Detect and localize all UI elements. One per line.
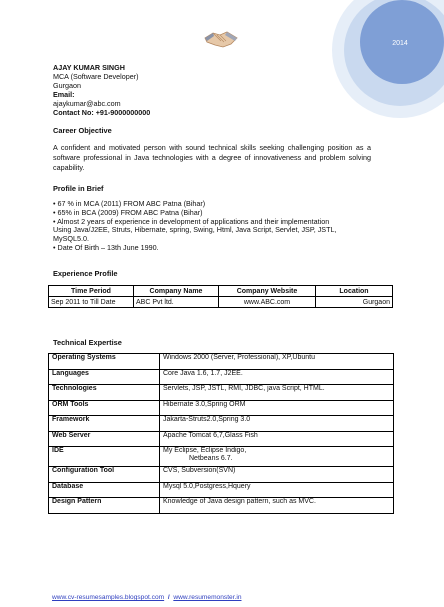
skill-value: Core Java 1.6, 1.7, J2EE. [160,369,394,385]
year-badge: 2014 [392,40,408,47]
table-row [49,431,394,447]
skill-category: Configuration Tool [49,467,160,483]
candidate-city: Gurgaon [53,81,81,90]
technical-table [48,353,394,514]
skill-value: Jakarta-Struts2.0,Spring 3.0 [160,416,394,432]
skill-category: Web Server [49,431,160,447]
skill-value-line: Netbeans 6.7. [189,455,233,462]
skill-category: Database [49,482,160,498]
column-header: Time Period [49,286,134,297]
skill-category: Design Pattern [49,498,160,514]
table-cell: Gurgaon [316,297,393,308]
experience-heading: Experience Profile [53,269,118,278]
career-heading: Career Objective [53,126,112,135]
corner-decoration [330,0,444,120]
skill-value: Windows 2000 (Server, Professional), XP,Ubuntu [160,354,394,370]
table-row [49,354,394,370]
column-header: Location [316,286,393,297]
profile-list [53,200,393,253]
footer-links [52,594,242,601]
table-row [49,447,394,467]
table-cell: Sep 2011 to Till Date [49,297,134,308]
email-link[interactable]: ajaykumar@abc.com [53,99,121,108]
skill-category: ORM Tools [49,400,160,416]
table-row [49,467,394,483]
footer-link-resumemonster[interactable]: www.resumemonster.in [173,594,242,601]
handshake-icon [203,26,239,50]
footer-link-cv-resumesamples[interactable]: www.cv-resumesamples.blogspot.com [52,594,165,601]
candidate-name: AJAY KUMAR SINGH [53,63,125,72]
table-cell: www.ABC.com [219,297,316,308]
skill-category: IDE [49,447,160,467]
table-row [49,369,394,385]
skill-value: CVS, Subversion(SVN) [160,467,394,483]
skill-value: Mysql 5.0,Postgress,Hquery [160,482,394,498]
skill-category: Operating Systems [49,354,160,370]
list-item: • Almost 2 years of experience in development of applications and their implementation [53,216,330,226]
skill-value-line: My Eclipse, Eclipse Indigo, [163,447,247,454]
list-item: MySQL5.0. [53,234,89,244]
skill-value: Servlets, JSP, JSTL, RMI, JDBC, java Script, HTML. [160,385,394,401]
table-row [49,498,394,514]
table-row [49,297,393,308]
table-row [49,416,394,432]
list-item: • Date Of Birth – 13th June 1990. [53,242,159,252]
experience-table [48,285,393,308]
candidate-title: MCA (Software Developer) [53,72,139,81]
list-item: • 65% in BCA (2009) FROM ABC Patna (Bihar) [53,207,203,217]
table-row [49,482,394,498]
table-header-row [49,286,393,297]
table-row [49,400,394,416]
skill-category: Languages [49,369,160,385]
table-row [49,385,394,401]
skill-category: Technologies [49,385,160,401]
skill-value: Apache Tomcat 6,7,Glass Fish [160,431,394,447]
list-item: • 67 % in MCA (2011) FROM ABC Patna (Bihar) [53,199,206,208]
skill-category: Framework [49,416,160,432]
skill-value: Knowledge of Java design pattern, such as MVC. [160,498,394,514]
column-header: Company Website [219,286,316,297]
footer-separator: / [167,594,170,601]
skill-value [160,447,394,467]
career-text: A confident and motivated person with sound technical skills seeking challenging position as a software professional in Java technologies with a degree of innovativeness and problem solving capability. [53,143,371,172]
technical-heading: Technical Expertise [53,338,122,347]
list-item: Using Java/J2EE, Struts, Hibernate, spring, Swing, Html, Java Script, Servlet, JSP, JSTL, [53,225,337,235]
profile-heading: Profile in Brief [53,184,104,193]
phone-number: Contact No: +91-9000000000 [53,108,151,117]
skill-value: Hibernate 3.0,Spring ORM [160,400,394,416]
email-label: Email: [53,90,75,99]
column-header: Company Name [134,286,219,297]
table-cell: ABC Pvt ltd. [134,297,219,308]
